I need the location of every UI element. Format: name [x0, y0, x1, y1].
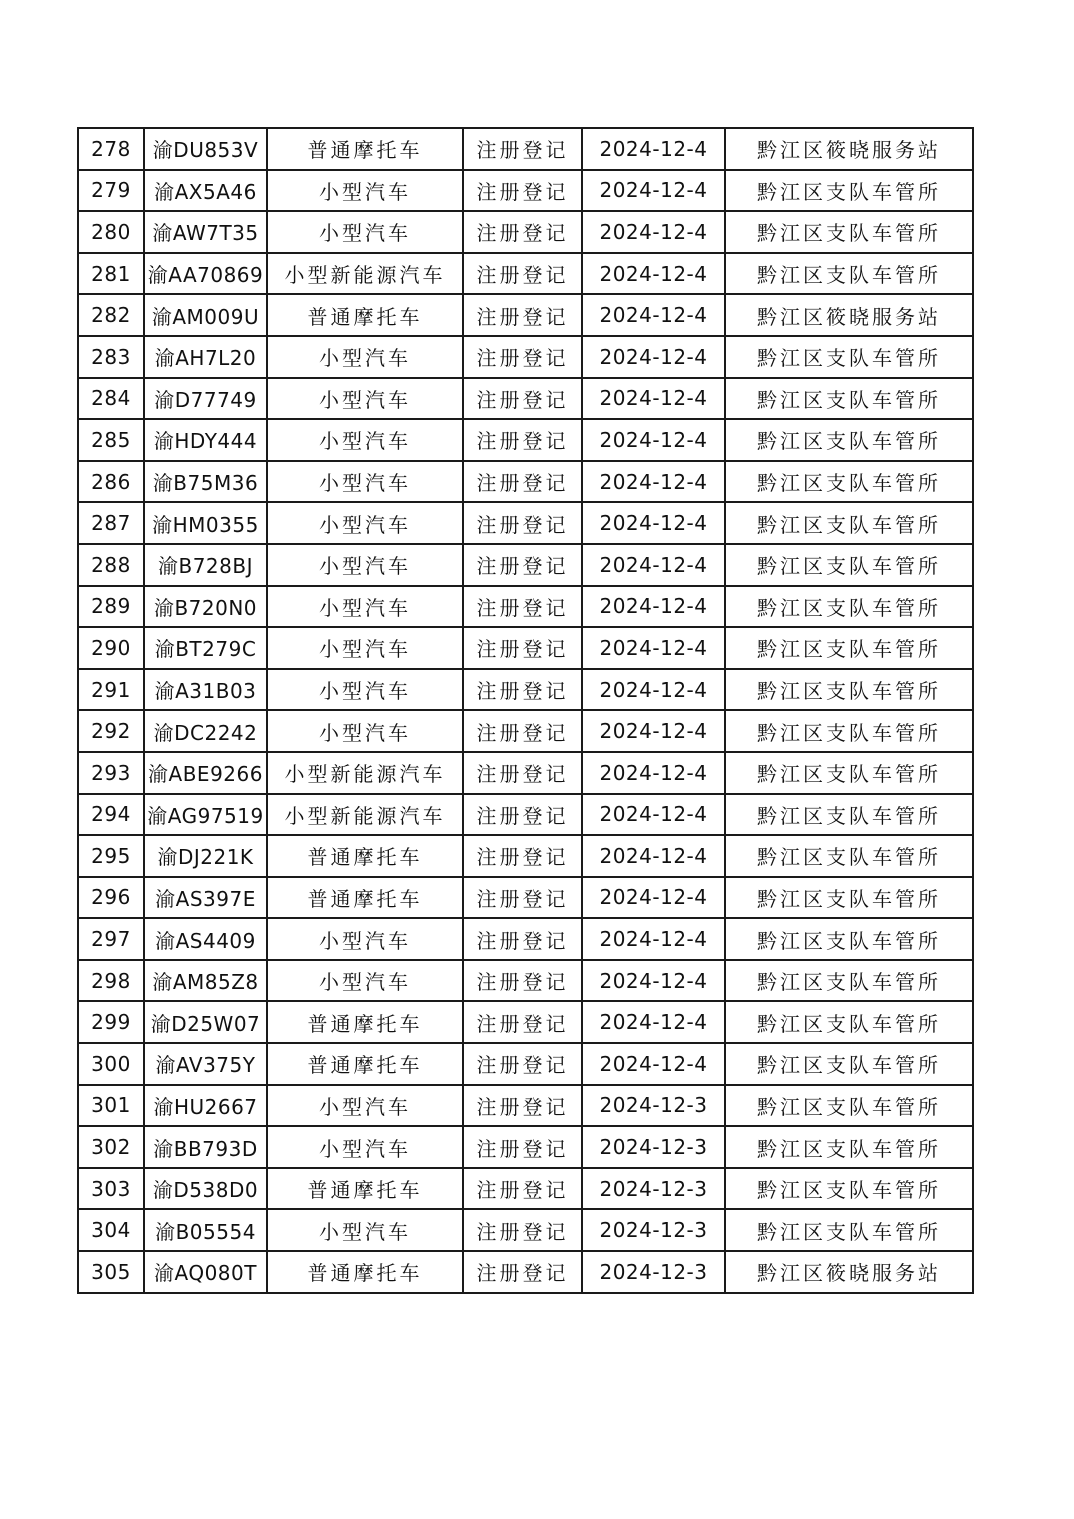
- date-cell: 2024-12-4: [582, 794, 725, 836]
- business-type-cell: 注册登记: [463, 918, 582, 960]
- vehicle-type-cell: 小型汽车: [267, 1126, 463, 1168]
- business-type-cell: 注册登记: [463, 336, 582, 378]
- business-type-cell: 注册登记: [463, 294, 582, 336]
- office-cell: 黔江区支队车管所: [725, 253, 973, 295]
- registration-table: [77, 127, 974, 1294]
- business-type-cell: 注册登记: [463, 669, 582, 711]
- table-row: [78, 170, 973, 212]
- vehicle-type-cell: 小型汽车: [267, 1209, 463, 1251]
- date-cell: 2024-12-4: [582, 294, 725, 336]
- date-cell: 2024-12-4: [582, 461, 725, 503]
- vehicle-type-cell: 普通摩托车: [267, 1043, 463, 1085]
- office-cell: 黔江区支队车管所: [725, 752, 973, 794]
- row-number-cell: 299: [78, 1001, 144, 1043]
- business-type-cell: 注册登记: [463, 627, 582, 669]
- business-type-cell: 注册登记: [463, 378, 582, 420]
- date-cell: 2024-12-3: [582, 1251, 725, 1293]
- date-cell: 2024-12-4: [582, 752, 725, 794]
- table-row: [78, 461, 973, 503]
- vehicle-type-cell: 小型汽车: [267, 1085, 463, 1127]
- table-row: [78, 1085, 973, 1127]
- plate-number-cell: 渝B05554: [144, 1209, 267, 1251]
- plate-number-cell: 渝D25W07: [144, 1001, 267, 1043]
- office-cell: 黔江区筱晓服务站: [725, 1251, 973, 1293]
- vehicle-type-cell: 小型汽车: [267, 378, 463, 420]
- vehicle-type-cell: 小型汽车: [267, 586, 463, 628]
- date-cell: 2024-12-4: [582, 336, 725, 378]
- vehicle-type-cell: 小型新能源汽车: [267, 794, 463, 836]
- date-cell: 2024-12-3: [582, 1168, 725, 1210]
- row-number-cell: 294: [78, 794, 144, 836]
- date-cell: 2024-12-4: [582, 211, 725, 253]
- office-cell: 黔江区筱晓服务站: [725, 294, 973, 336]
- office-cell: 黔江区支队车管所: [725, 835, 973, 877]
- vehicle-type-cell: 普通摩托车: [267, 835, 463, 877]
- business-type-cell: 注册登记: [463, 1043, 582, 1085]
- table-row: [78, 544, 973, 586]
- row-number-cell: 282: [78, 294, 144, 336]
- table-row: [78, 669, 973, 711]
- plate-number-cell: 渝DC2242: [144, 710, 267, 752]
- plate-number-cell: 渝BT279C: [144, 627, 267, 669]
- plate-number-cell: 渝HU2667: [144, 1085, 267, 1127]
- office-cell: 黔江区支队车管所: [725, 170, 973, 212]
- plate-number-cell: 渝B75M36: [144, 461, 267, 503]
- business-type-cell: 注册登记: [463, 170, 582, 212]
- plate-number-cell: 渝AV375Y: [144, 1043, 267, 1085]
- table-row: [78, 710, 973, 752]
- plate-number-cell: 渝D77749: [144, 378, 267, 420]
- business-type-cell: 注册登记: [463, 544, 582, 586]
- date-cell: 2024-12-4: [582, 669, 725, 711]
- vehicle-type-cell: 普通摩托车: [267, 1251, 463, 1293]
- office-cell: 黔江区支队车管所: [725, 336, 973, 378]
- vehicle-type-cell: 小型新能源汽车: [267, 752, 463, 794]
- business-type-cell: 注册登记: [463, 253, 582, 295]
- row-number-cell: 279: [78, 170, 144, 212]
- table-row: [78, 1251, 973, 1293]
- date-cell: 2024-12-4: [582, 1043, 725, 1085]
- office-cell: 黔江区支队车管所: [725, 586, 973, 628]
- office-cell: 黔江区筱晓服务站: [725, 128, 973, 170]
- plate-number-cell: 渝AS4409: [144, 918, 267, 960]
- row-number-cell: 295: [78, 835, 144, 877]
- date-cell: 2024-12-4: [582, 253, 725, 295]
- business-type-cell: 注册登记: [463, 1001, 582, 1043]
- vehicle-type-cell: 小型汽车: [267, 918, 463, 960]
- vehicle-type-cell: 小型汽车: [267, 627, 463, 669]
- vehicle-type-cell: 普通摩托车: [267, 128, 463, 170]
- table-row: [78, 918, 973, 960]
- business-type-cell: 注册登记: [463, 211, 582, 253]
- row-number-cell: 290: [78, 627, 144, 669]
- business-type-cell: 注册登记: [463, 1209, 582, 1251]
- plate-number-cell: 渝A31B03: [144, 669, 267, 711]
- row-number-cell: 293: [78, 752, 144, 794]
- office-cell: 黔江区支队车管所: [725, 1043, 973, 1085]
- office-cell: 黔江区支队车管所: [725, 1168, 973, 1210]
- plate-number-cell: 渝AQ080T: [144, 1251, 267, 1293]
- row-number-cell: 292: [78, 710, 144, 752]
- table-row: [78, 794, 973, 836]
- table-body: [78, 128, 973, 1293]
- office-cell: 黔江区支队车管所: [725, 544, 973, 586]
- business-type-cell: 注册登记: [463, 502, 582, 544]
- vehicle-type-cell: 普通摩托车: [267, 294, 463, 336]
- vehicle-type-cell: 小型汽车: [267, 710, 463, 752]
- vehicle-type-cell: 小型汽车: [267, 669, 463, 711]
- date-cell: 2024-12-3: [582, 1126, 725, 1168]
- row-number-cell: 289: [78, 586, 144, 628]
- vehicle-type-cell: 小型汽车: [267, 419, 463, 461]
- row-number-cell: 287: [78, 502, 144, 544]
- business-type-cell: 注册登记: [463, 419, 582, 461]
- plate-number-cell: 渝HM0355: [144, 502, 267, 544]
- vehicle-type-cell: 小型汽车: [267, 170, 463, 212]
- plate-number-cell: 渝AA70869: [144, 253, 267, 295]
- plate-number-cell: 渝BB793D: [144, 1126, 267, 1168]
- plate-number-cell: 渝B728BJ: [144, 544, 267, 586]
- table-row: [78, 128, 973, 170]
- date-cell: 2024-12-4: [582, 627, 725, 669]
- row-number-cell: 302: [78, 1126, 144, 1168]
- vehicle-type-cell: 小型汽车: [267, 960, 463, 1002]
- plate-number-cell: 渝AM85Z8: [144, 960, 267, 1002]
- date-cell: 2024-12-4: [582, 128, 725, 170]
- business-type-cell: 注册登记: [463, 461, 582, 503]
- plate-number-cell: 渝AW7T35: [144, 211, 267, 253]
- date-cell: 2024-12-4: [582, 918, 725, 960]
- row-number-cell: 281: [78, 253, 144, 295]
- row-number-cell: 301: [78, 1085, 144, 1127]
- table-row: [78, 1001, 973, 1043]
- business-type-cell: 注册登记: [463, 1168, 582, 1210]
- business-type-cell: 注册登记: [463, 877, 582, 919]
- plate-number-cell: 渝DJ221K: [144, 835, 267, 877]
- plate-number-cell: 渝AS397E: [144, 877, 267, 919]
- office-cell: 黔江区支队车管所: [725, 794, 973, 836]
- office-cell: 黔江区支队车管所: [725, 877, 973, 919]
- business-type-cell: 注册登记: [463, 1126, 582, 1168]
- table-row: [78, 1209, 973, 1251]
- plate-number-cell: 渝ABE9266: [144, 752, 267, 794]
- business-type-cell: 注册登记: [463, 752, 582, 794]
- office-cell: 黔江区支队车管所: [725, 918, 973, 960]
- plate-number-cell: 渝AH7L20: [144, 336, 267, 378]
- office-cell: 黔江区支队车管所: [725, 1001, 973, 1043]
- office-cell: 黔江区支队车管所: [725, 669, 973, 711]
- office-cell: 黔江区支队车管所: [725, 419, 973, 461]
- vehicle-type-cell: 小型汽车: [267, 461, 463, 503]
- office-cell: 黔江区支队车管所: [725, 502, 973, 544]
- table-row: [78, 877, 973, 919]
- table-row: [78, 502, 973, 544]
- row-number-cell: 285: [78, 419, 144, 461]
- row-number-cell: 298: [78, 960, 144, 1002]
- table-row: [78, 1168, 973, 1210]
- vehicle-type-cell: 小型汽车: [267, 502, 463, 544]
- table-row: [78, 586, 973, 628]
- row-number-cell: 300: [78, 1043, 144, 1085]
- row-number-cell: 286: [78, 461, 144, 503]
- business-type-cell: 注册登记: [463, 1085, 582, 1127]
- office-cell: 黔江区支队车管所: [725, 1126, 973, 1168]
- business-type-cell: 注册登记: [463, 128, 582, 170]
- table-row: [78, 835, 973, 877]
- plate-number-cell: 渝AM009U: [144, 294, 267, 336]
- date-cell: 2024-12-4: [582, 502, 725, 544]
- row-number-cell: 304: [78, 1209, 144, 1251]
- office-cell: 黔江区支队车管所: [725, 627, 973, 669]
- date-cell: 2024-12-3: [582, 1209, 725, 1251]
- row-number-cell: 280: [78, 211, 144, 253]
- business-type-cell: 注册登记: [463, 960, 582, 1002]
- row-number-cell: 278: [78, 128, 144, 170]
- vehicle-type-cell: 小型汽车: [267, 336, 463, 378]
- plate-number-cell: 渝D538D0: [144, 1168, 267, 1210]
- table-row: [78, 211, 973, 253]
- office-cell: 黔江区支队车管所: [725, 710, 973, 752]
- office-cell: 黔江区支队车管所: [725, 1209, 973, 1251]
- date-cell: 2024-12-4: [582, 378, 725, 420]
- row-number-cell: 305: [78, 1251, 144, 1293]
- office-cell: 黔江区支队车管所: [725, 1085, 973, 1127]
- vehicle-type-cell: 小型新能源汽车: [267, 253, 463, 295]
- vehicle-type-cell: 普通摩托车: [267, 877, 463, 919]
- row-number-cell: 291: [78, 669, 144, 711]
- business-type-cell: 注册登记: [463, 1251, 582, 1293]
- date-cell: 2024-12-4: [582, 835, 725, 877]
- date-cell: 2024-12-4: [582, 877, 725, 919]
- table-row: [78, 378, 973, 420]
- row-number-cell: 284: [78, 378, 144, 420]
- row-number-cell: 283: [78, 336, 144, 378]
- date-cell: 2024-12-4: [582, 419, 725, 461]
- plate-number-cell: 渝HDY444: [144, 419, 267, 461]
- row-number-cell: 296: [78, 877, 144, 919]
- row-number-cell: 288: [78, 544, 144, 586]
- plate-number-cell: 渝AX5A46: [144, 170, 267, 212]
- plate-number-cell: 渝DU853V: [144, 128, 267, 170]
- plate-number-cell: 渝B720N0: [144, 586, 267, 628]
- date-cell: 2024-12-3: [582, 1085, 725, 1127]
- row-number-cell: 297: [78, 918, 144, 960]
- table-row: [78, 627, 973, 669]
- office-cell: 黔江区支队车管所: [725, 211, 973, 253]
- business-type-cell: 注册登记: [463, 586, 582, 628]
- table-row: [78, 752, 973, 794]
- office-cell: 黔江区支队车管所: [725, 378, 973, 420]
- date-cell: 2024-12-4: [582, 170, 725, 212]
- table-row: [78, 960, 973, 1002]
- table-row: [78, 253, 973, 295]
- table-row: [78, 419, 973, 461]
- date-cell: 2024-12-4: [582, 960, 725, 1002]
- date-cell: 2024-12-4: [582, 544, 725, 586]
- office-cell: 黔江区支队车管所: [725, 461, 973, 503]
- table-row: [78, 294, 973, 336]
- vehicle-type-cell: 小型汽车: [267, 211, 463, 253]
- table-row: [78, 1126, 973, 1168]
- vehicle-type-cell: 普通摩托车: [267, 1001, 463, 1043]
- row-number-cell: 303: [78, 1168, 144, 1210]
- office-cell: 黔江区支队车管所: [725, 960, 973, 1002]
- vehicle-type-cell: 普通摩托车: [267, 1168, 463, 1210]
- business-type-cell: 注册登记: [463, 794, 582, 836]
- date-cell: 2024-12-4: [582, 710, 725, 752]
- business-type-cell: 注册登记: [463, 835, 582, 877]
- plate-number-cell: 渝AG97519: [144, 794, 267, 836]
- date-cell: 2024-12-4: [582, 586, 725, 628]
- date-cell: 2024-12-4: [582, 1001, 725, 1043]
- vehicle-type-cell: 小型汽车: [267, 544, 463, 586]
- table-row: [78, 1043, 973, 1085]
- table-row: [78, 336, 973, 378]
- business-type-cell: 注册登记: [463, 710, 582, 752]
